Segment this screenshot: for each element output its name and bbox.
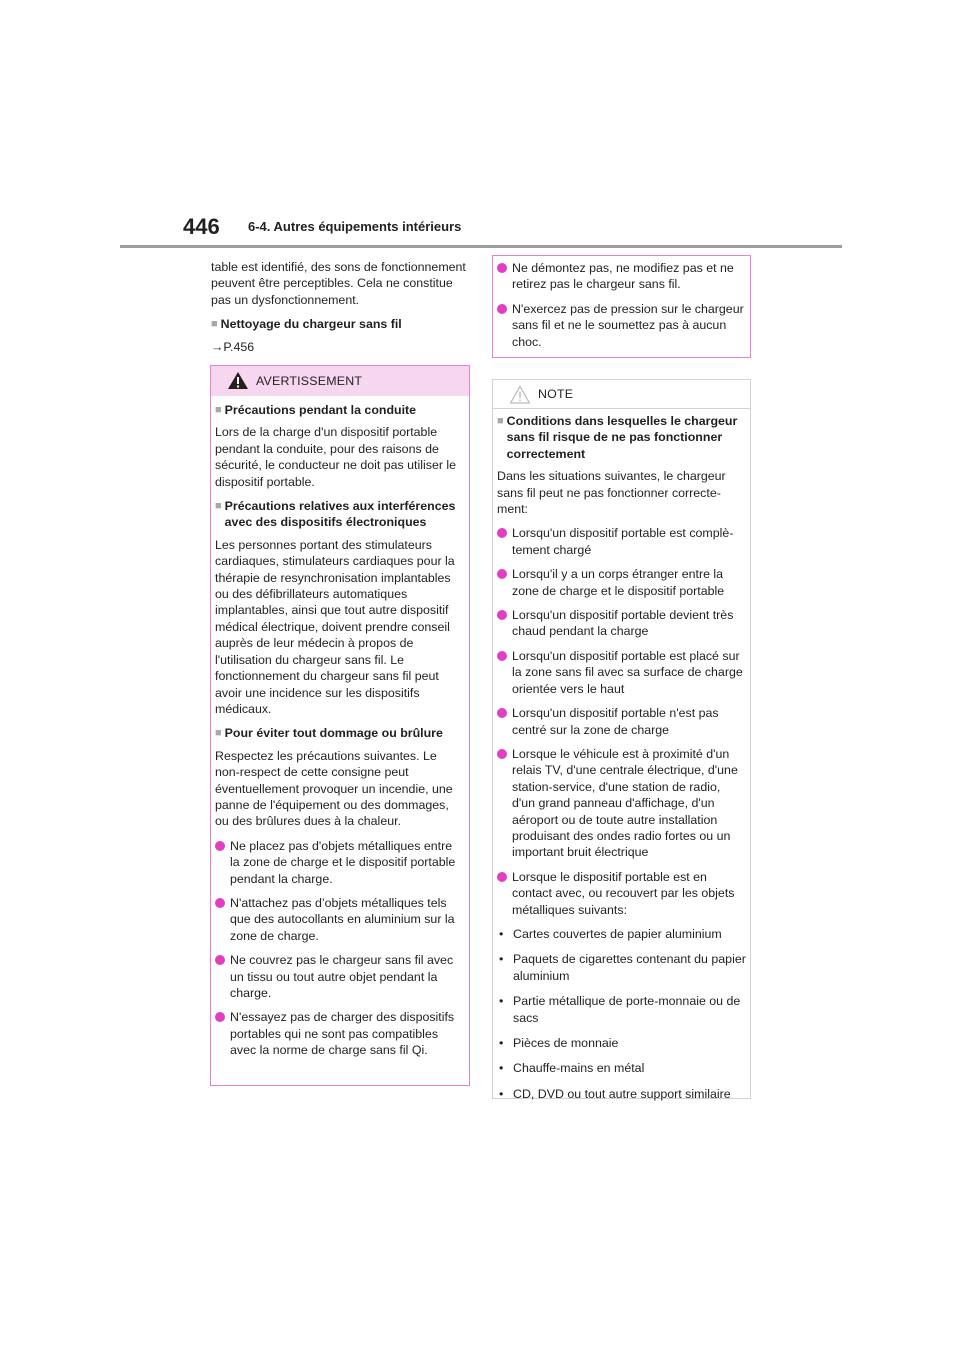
note-header <box>493 380 750 409</box>
warning-section-text: Lors de la charge d'un dispositif portable pendant la conduite, pour des raisons de sécurité, le conducteur ne doit pas utiliser le dispositif portable. <box>215 425 457 489</box>
list-item: Lorsqu'il y a un corps étranger entre la zone de charge et le dispositif portable <box>497 566 746 599</box>
header-rule <box>120 245 842 248</box>
bullet-dot-icon <box>215 841 225 851</box>
sub-list-item: • Pièces de monnaie <box>499 1036 619 1050</box>
sub-bullet-mark: • <box>499 1086 504 1101</box>
bullet-dot-icon <box>497 528 507 538</box>
sub-list-item: • CD, DVD ou tout autre support similaire <box>499 1086 731 1101</box>
note-intro: Dans les situations suivantes, le chargeur sans fil peut ne pas fonctionner correctement: <box>497 469 726 517</box>
list-item: Lorsqu'un dispositif portable est placé sur la zone sans fil avec sa surface de charge orientée vers le haut <box>497 648 746 697</box>
warning-continued-box <box>492 255 751 358</box>
list-item: Lorsqu'un dispositif portable n'est pas centré sur la zone de charge <box>497 705 746 738</box>
square-bullet-icon: ■ <box>215 727 222 740</box>
warning-triangle-icon <box>227 371 249 390</box>
warning-title: AVERTISSEMENT <box>256 374 363 388</box>
sub-list-item: • Paquets de cigarettes contenant du papier aluminium <box>499 952 746 983</box>
bullet-dot-icon <box>215 1012 225 1022</box>
sub-bullet-mark: • <box>499 926 504 941</box>
note-title: NOTE <box>538 387 574 401</box>
warning-header <box>211 366 469 396</box>
intro-paragraph: table est identifié, des sons de fonctionnement peuvent être perceptibles. Cela ne constitue pas un dysfonctionnement. <box>211 260 466 307</box>
warning-box <box>210 365 470 1086</box>
sub-bullet-mark: • <box>499 994 504 1009</box>
bullet-dot-icon <box>497 569 507 579</box>
caution-triangle-icon <box>509 385 531 404</box>
square-bullet-icon: ■ <box>215 404 222 416</box>
bullet-dot-icon <box>497 708 507 718</box>
bullet-dot-icon <box>497 263 507 273</box>
list-item: Lorsqu'un dispositif portable est complètement chargé <box>497 525 746 558</box>
warning-section-text: Respectez les précautions suivantes. Le non-respect de cette consigne peut éventuellement provoquer un incendie, une panne de l'équipement ou des dommages, ou des brûlures dues à la chaleur. <box>215 748 453 829</box>
square-bullet-icon: ■ <box>215 500 222 513</box>
warning-body <box>211 396 469 1059</box>
list-item: N'attachez pas d’objets métalliques tels que des autocollants en aluminium sur la zone de charge. <box>215 895 465 944</box>
list-item: Ne démontez pas, ne modifiez pas et ne retirez pas le chargeur sans fil. <box>497 260 746 293</box>
cleaning-page-ref[interactable]: →P.456 <box>211 339 255 354</box>
list-item: Lorsqu'un dispositif portable devient très chaud pendant la charge <box>497 607 746 640</box>
warning-section-heading: ■ Précautions pendant la conduite <box>215 403 417 417</box>
list-item: N'essayez pas de charger des dispositifs portables qui ne sont pas compatibles avec la norme de charge sans fil Qi. <box>215 1009 465 1058</box>
sub-bullet-mark: • <box>499 1036 504 1050</box>
cleaning-heading <box>211 316 468 332</box>
sub-bullet-mark: • <box>499 952 504 967</box>
square-bullet-icon: ■ <box>211 318 218 331</box>
sub-list-item: • Cartes couvertes de papier aluminium <box>499 926 722 941</box>
note-box <box>492 379 751 1099</box>
bullet-dot-icon <box>497 651 507 661</box>
sub-list-item: • Partie métallique de porte-monnaie ou de sacs <box>499 994 741 1025</box>
list-item: Lorsque le dispositif portable est en contact avec, ou recouvert par les objets métalliques suivants: <box>497 869 746 918</box>
note-heading: ■ Conditions dans lesquelles le chargeur sans fil risque de ne pas fonctionner correctement <box>497 414 738 461</box>
note-body <box>493 409 750 1102</box>
sub-bullet-mark: • <box>499 1061 504 1076</box>
left-column <box>211 259 468 355</box>
bullet-dot-icon <box>497 610 507 620</box>
cleaning-heading-text: Nettoyage du chargeur sans fil <box>220 317 402 332</box>
bullet-dot-icon <box>215 955 225 965</box>
list-item: Lorsque le véhicule est à proximité d'un relais TV, d'une centrale électrique, d'une station-service, d'une station de radio, d'un grand panneau d'affichage, d'un aéroport ou de toute autre installation produisant des ondes radio fortes ou un important bruit électrique <box>497 746 746 861</box>
bullet-dot-icon <box>215 898 225 908</box>
list-item: Ne couvrez pas le chargeur sans fil avec un tissu ou tout autre objet pendant la charge. <box>215 952 465 1001</box>
section-title: 6-4. Autres équipements intérieurs <box>248 219 462 234</box>
list-item: N'exercez pas de pression sur le chargeur sans fil et ne le soumettez pas à aucun choc. <box>497 301 746 350</box>
warning-section-heading: ■ Pour éviter tout dommage ou brûlure <box>215 726 443 741</box>
page-number: 446 <box>183 214 220 239</box>
bullet-dot-icon <box>497 304 507 314</box>
sub-list-item: • Chauffe-mains en métal <box>499 1061 645 1076</box>
warning-continued-body <box>493 256 750 350</box>
list-item: Ne placez pas d'objets métalliques entre la zone de charge et le dispositif portable pendant la charge. <box>215 838 465 887</box>
warning-section-heading: ■ Précautions relatives aux interférences avec des dispositifs électroniques <box>215 499 456 530</box>
square-bullet-icon: ■ <box>497 415 504 427</box>
warning-section-text: Les personnes portant des stimulateurs cardiaques, stimulateurs cardiaques pour la thérapie de resynchronisation implantables ou des défibrillateurs automatiques implantables, ainsi que tout autre dispositif médical électrique, doivent prendre conseil auprès de leur médecin à propos de l'utilisation du chargeur sans fil. Le fonctionnement du chargeur sans fil peut avoir une incidence sur les dispositifs médicaux. <box>215 537 455 716</box>
bullet-dot-icon <box>497 749 507 759</box>
bullet-dot-icon <box>497 872 507 882</box>
